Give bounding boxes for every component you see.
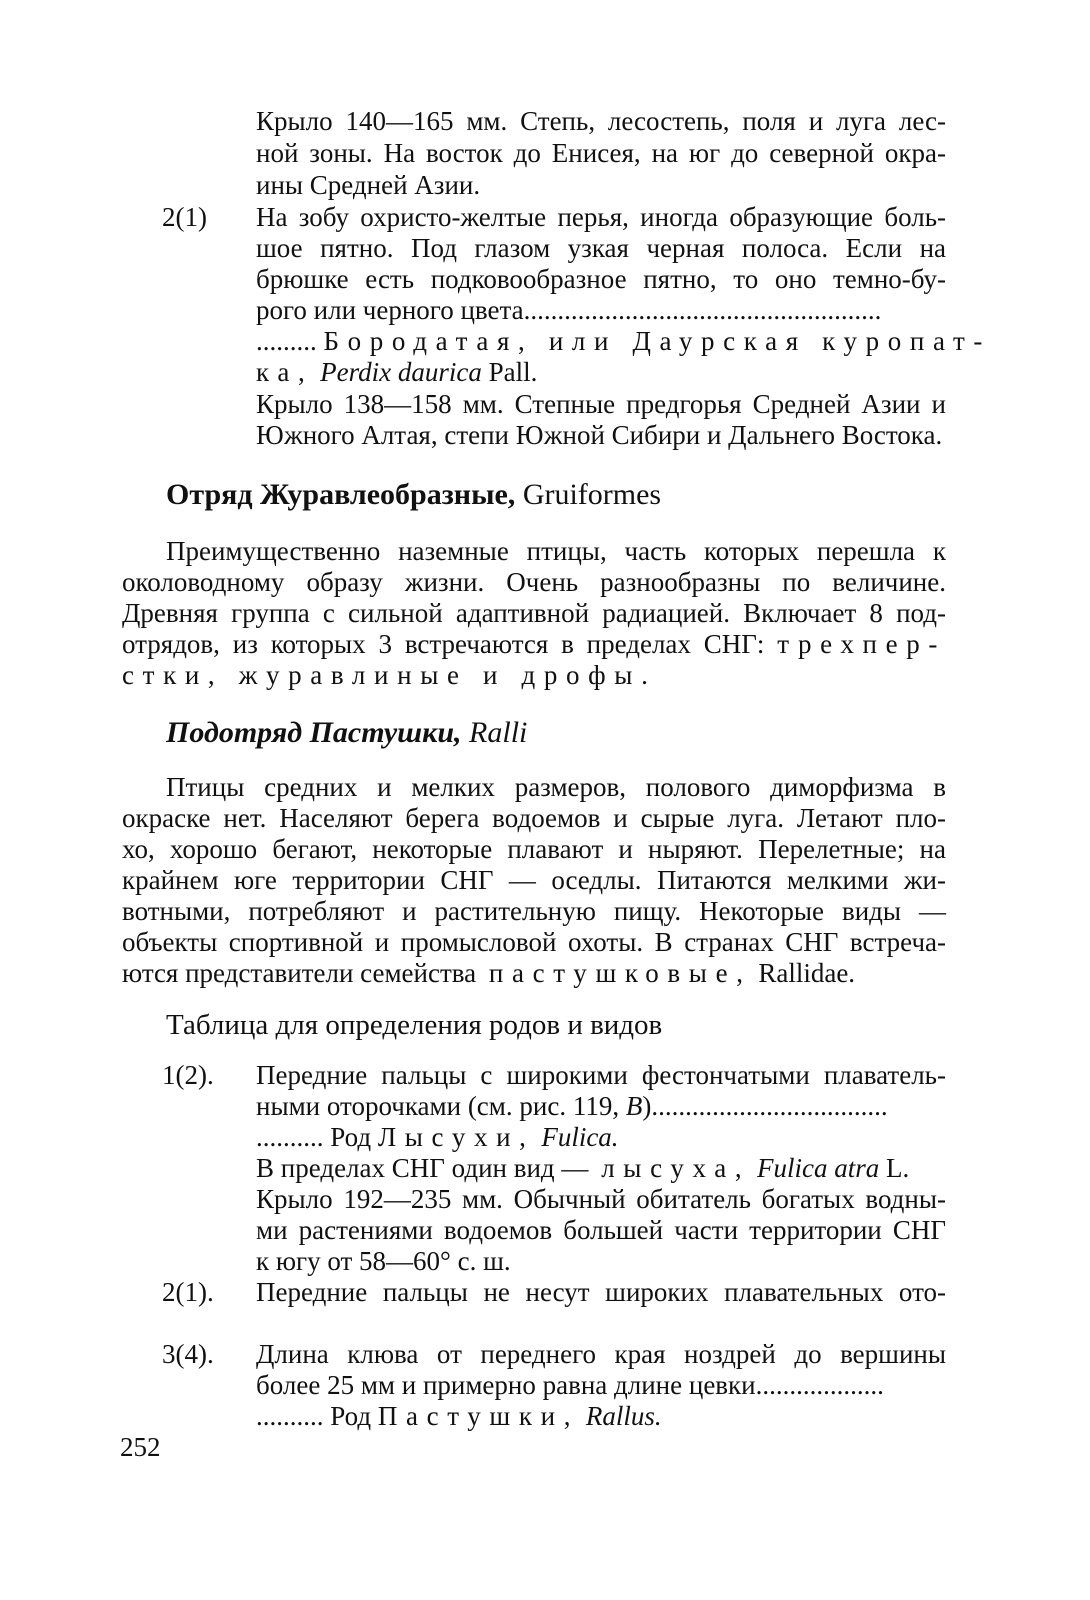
species-name: лысуха,: [601, 1153, 751, 1183]
text-line: [122, 958, 855, 988]
text-line: Птицы средних и мелких размеров, полового диморфизма в: [166, 772, 946, 802]
text-line: объекты спортивной и промысловой охоты. В странах СНГ встреча-: [122, 927, 946, 957]
table-title: Таблица для определения родов и видов: [166, 1009, 663, 1041]
text-span: В пределах СНГ один вид —: [256, 1153, 589, 1183]
leader-dots: ..........: [256, 1122, 324, 1152]
text-line: рого или черного цвета.....................................................: [256, 295, 882, 325]
latin-name: Perdix daurica: [320, 357, 482, 387]
suborder-heading-title: Подотряд Пастушки,: [166, 716, 462, 749]
spaced-text: трехпер-: [777, 629, 946, 659]
text-span: отрядов, из которых 3 встречаются в пределах СНГ:: [122, 629, 765, 659]
text-line: ми растениями водоемов большей части территории СНГ: [256, 1215, 946, 1245]
text-line: [256, 326, 991, 356]
latin-name: Fulica.: [541, 1122, 619, 1152]
text-line: Древняя группа с сильной адаптивной радиацией. Включает 8 под-: [122, 598, 946, 628]
key-number: 1(2).: [162, 1060, 214, 1090]
text-line: окраске нет. Населяют берега водоемов и сырые луга. Летают пло-: [122, 803, 946, 833]
key-number: 2(1): [162, 202, 207, 232]
order-heading-title: Отряд Журавлеобразные,: [166, 478, 516, 511]
text-line: хо, хорошо бегают, некоторые плавают и ныряют. Перелетные; на: [122, 834, 946, 864]
text-line: Длина клюва от переднего края ноздрей до вершины: [256, 1339, 946, 1369]
latin-name: Rallus.: [585, 1401, 662, 1431]
leader-dots: ..........: [256, 1401, 324, 1431]
latin-name: Fulica atra: [757, 1153, 880, 1183]
text-line: [122, 629, 946, 659]
order-heading: [166, 478, 661, 512]
order-heading-latin: Gruiformes: [522, 478, 662, 511]
text-line: Передние пальцы не несут широких плавательных ото-: [256, 1277, 946, 1307]
text-line: к югу от 58—60° с. ш.: [256, 1246, 511, 1276]
text-line: вотными, потребляют и растительную пищу. Некоторые виды —: [122, 896, 946, 926]
text-line: [256, 1091, 946, 1121]
spaced-text: стки, журавлиные и дрофы: [122, 660, 642, 690]
key-number: 3(4).: [162, 1339, 214, 1369]
text-span: .: [641, 660, 648, 690]
spaced-text: пастушковые,: [488, 958, 752, 988]
text-line: [256, 357, 537, 387]
text-line: околоводному образу жизни. Очень разнообразны по величине.: [122, 567, 946, 597]
text-line: На зобу охристо-желтые перья, иногда образующие боль-: [256, 202, 946, 232]
genus-name: Пастушки,: [377, 1401, 580, 1431]
text-line: шое пятно. Под глазом узкая черная полоса. Если на: [256, 233, 946, 263]
leader-dots: )...................................: [642, 1091, 888, 1121]
text-span: ными оторочками (см. рис. 119,: [256, 1091, 620, 1121]
text-line: крайнем юге территории СНГ — оседлы. Питаются мелкими жи-: [122, 865, 946, 895]
species-name: Бородатая, или Даурская куропат-: [323, 326, 992, 356]
author: Pall.: [488, 357, 538, 387]
key-number: 2(1).: [162, 1277, 214, 1307]
text-line: Передние пальцы с широкими фестончатыми плаватель-: [256, 1060, 946, 1090]
rank-label: Род: [330, 1401, 372, 1431]
genus-name: Лысухи,: [377, 1122, 535, 1152]
suborder-heading: [166, 716, 527, 750]
rank-label: Род: [330, 1122, 372, 1152]
text-line: ной зоны. На восток до Енисея, на юг до северной окра-: [256, 138, 946, 168]
text-line: [256, 1370, 946, 1400]
text-line: Южного Алтая, степи Южной Сибири и Дальнего Востока.: [256, 420, 943, 450]
text-span: более 25 мм и примерно равна длине цевки: [256, 1370, 756, 1400]
figure-ref: В: [625, 1091, 643, 1121]
text-line: [122, 660, 648, 690]
text-line: Крыло 138—158 мм. Степные предгорья Средней Азии и: [256, 389, 946, 419]
text-line: [256, 1122, 619, 1152]
suborder-heading-latin: Ralli: [469, 716, 528, 749]
text-line: [256, 1153, 909, 1183]
text-span: ются представители семейства: [122, 958, 477, 988]
text-line: [256, 1401, 662, 1431]
latin-name: Rallidae.: [758, 958, 856, 988]
leader-dots: ...................: [755, 1370, 884, 1400]
text-line: Крыло 140—165 мм. Степь, лесостепь, поля и луга лес-: [256, 106, 946, 136]
text-line: Крыло 192—235 мм. Обычный обитатель богатых водны-: [256, 1184, 946, 1214]
author: L.: [886, 1153, 910, 1183]
text-line: Преимущественно наземные птицы, часть которых перешла к: [166, 536, 946, 566]
leader-dots: .........: [256, 326, 317, 356]
page-number: 252: [120, 1432, 161, 1462]
species-name-end: ка,: [256, 357, 314, 387]
text-line: брюшке есть подковообразное пятно, то оно темно-бу-: [256, 264, 946, 294]
text-line: ины Средней Азии.: [256, 170, 481, 200]
